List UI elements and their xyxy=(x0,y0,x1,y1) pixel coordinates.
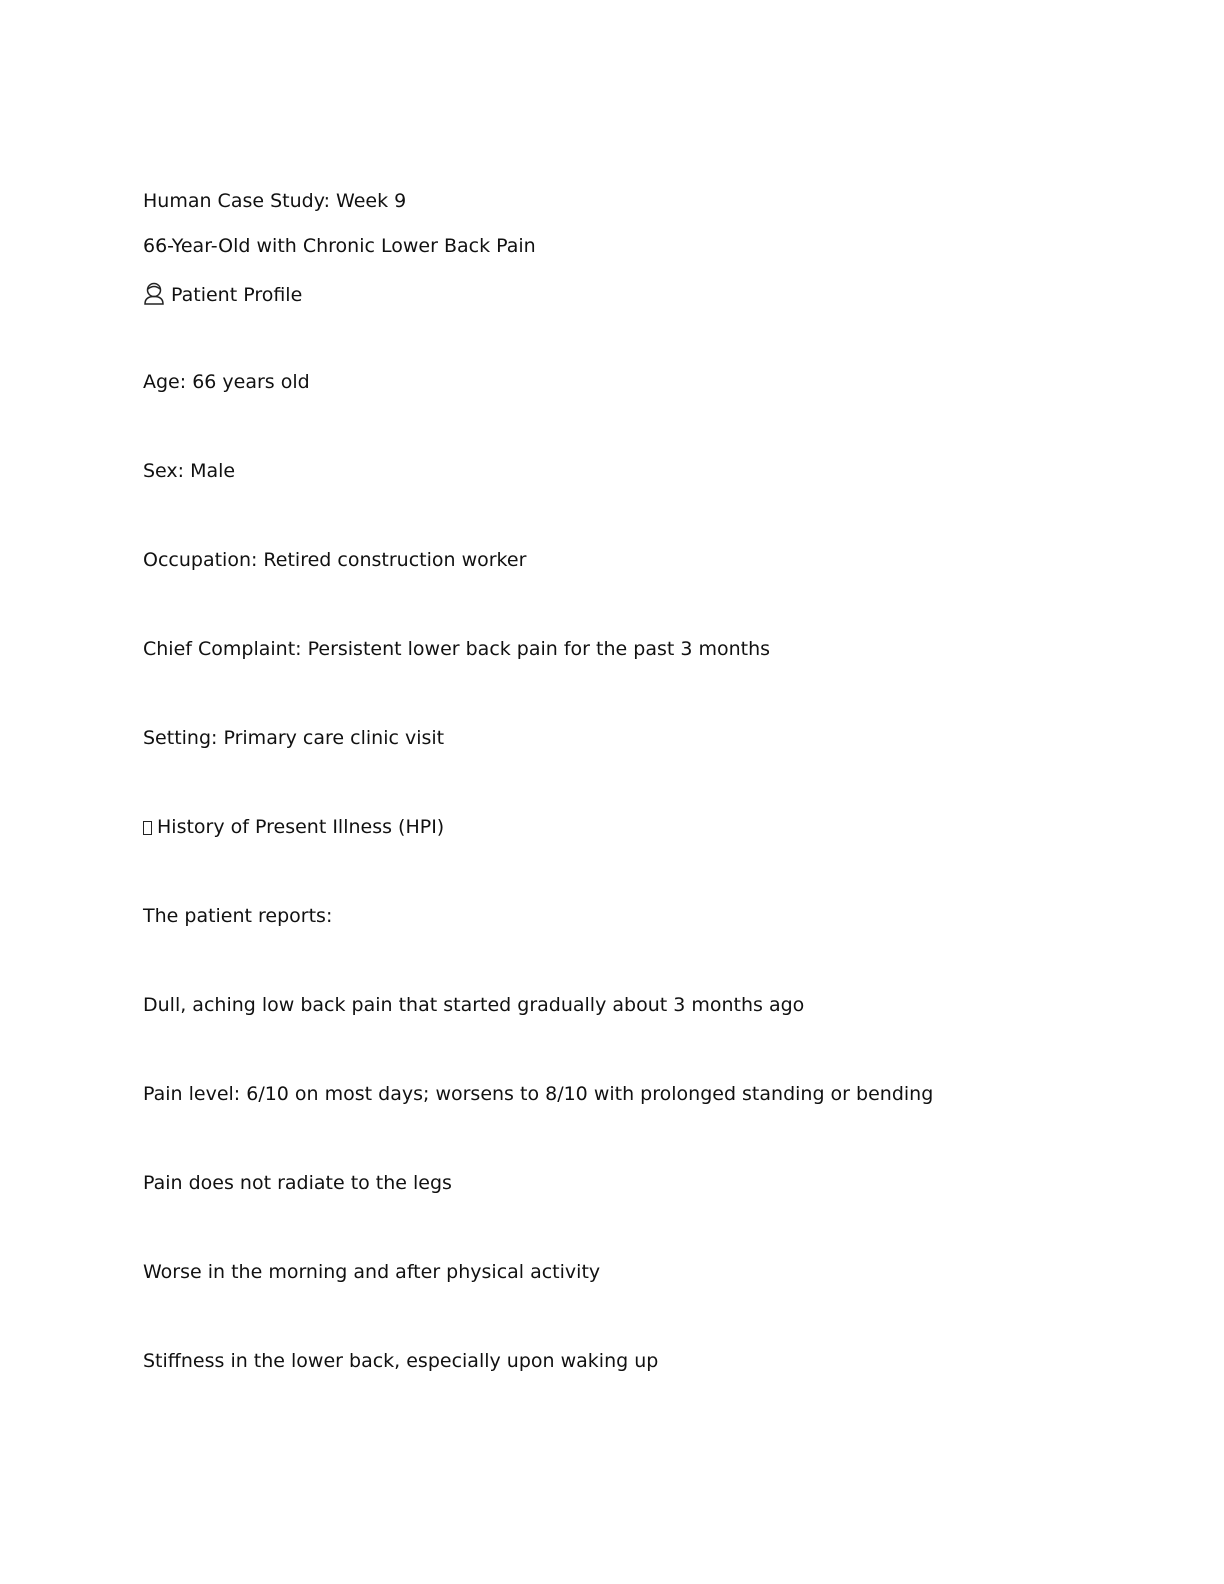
hpi-item: Dull, aching low back pain that started gradually about 3 months ago xyxy=(143,994,805,1016)
profile-age: Age: 66 years old xyxy=(143,371,310,393)
profile-sex: Sex: Male xyxy=(143,460,236,482)
hpi-item: Stiffness in the lower back, especially upon waking up xyxy=(143,1350,659,1372)
profile-setting: Setting: Primary care clinic visit xyxy=(143,727,445,749)
hpi-heading xyxy=(143,815,444,839)
profile-occupation: Occupation: Retired construction worker xyxy=(143,549,527,571)
patient-profile-heading xyxy=(143,281,302,311)
hpi-intro: The patient reports: xyxy=(143,905,333,927)
document-title: Human Case Study: Week 9 xyxy=(143,190,407,212)
profile-chief-complaint: Chief Complaint: Persistent lower back pain for the past 3 months xyxy=(143,638,771,660)
document-subtitle: 66-Year-Old with Chronic Lower Back Pain xyxy=(143,235,536,257)
hpi-heading-label: History of Present Illness (HPI) xyxy=(157,816,445,838)
hpi-item: Worse in the morning and after physical activity xyxy=(143,1261,601,1283)
hpi-item: Pain does not radiate to the legs xyxy=(143,1172,452,1194)
patient-profile-heading-label: Patient Profile xyxy=(171,284,303,306)
hpi-item: Pain level: 6/10 on most days; worsens to 8/10 with prolonged standing or bending xyxy=(143,1083,934,1105)
person-icon xyxy=(143,281,165,311)
missing-glyph-icon xyxy=(143,821,152,835)
